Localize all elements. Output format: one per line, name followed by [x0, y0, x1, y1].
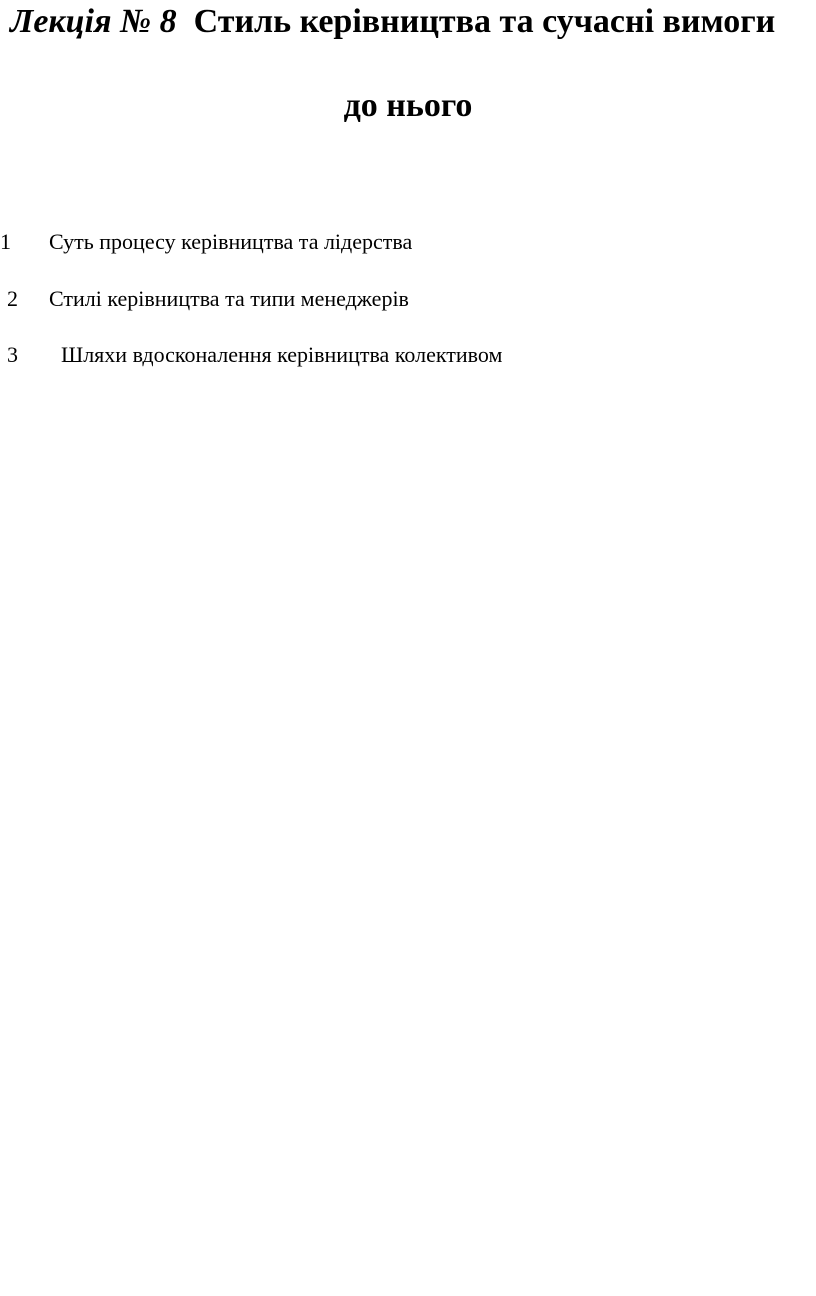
topic-number: 2 — [7, 286, 18, 311]
topic-number: 3 — [7, 342, 18, 367]
lecture-heading-part2: до нього — [343, 87, 473, 124]
topic-text: Шляхи вдосконалення керівництва колективом — [61, 342, 503, 367]
lecture-number: Лекція № 8 — [10, 3, 177, 40]
topic-text: Стилі керівництва та типи менеджерів — [49, 286, 409, 311]
topic-text: Суть процесу керівництва та лідерства — [49, 229, 413, 254]
lecture-heading-part1: Стиль керівництва та сучасні вимоги — [193, 3, 776, 40]
topic-number: 1 — [0, 229, 11, 254]
lecture-title — [10, 2, 775, 42]
